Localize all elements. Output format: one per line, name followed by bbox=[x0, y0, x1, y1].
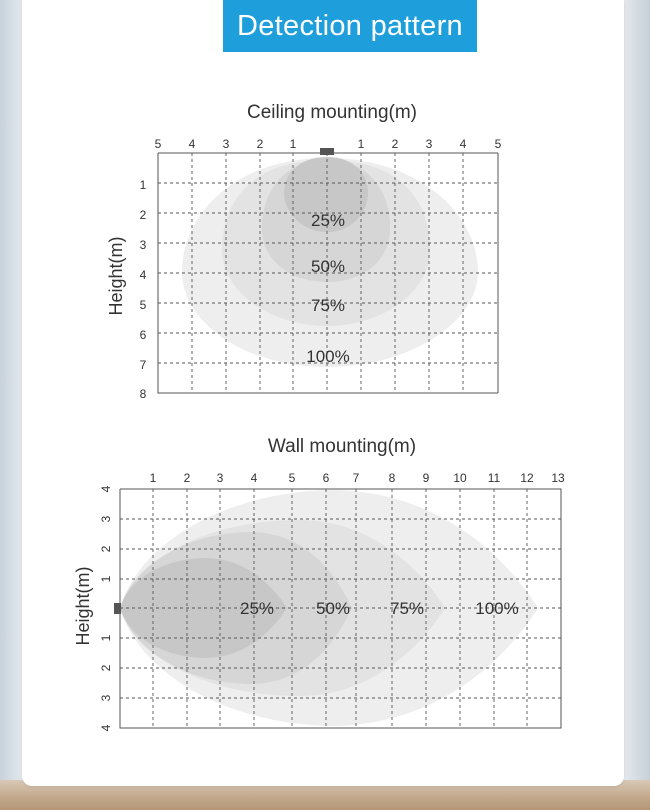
ceiling-y-label: Height(m) bbox=[106, 236, 126, 316]
ceiling-diagram bbox=[106, 102, 502, 401]
banner-title: Detection pattern bbox=[223, 0, 477, 52]
wall-x-tick: 2 bbox=[183, 471, 191, 485]
wall-zone-label-100: 100% bbox=[475, 599, 519, 618]
wall-x-tick: 9 bbox=[422, 471, 430, 485]
wall-y-tick: 3 bbox=[99, 694, 113, 702]
wall-x-tick: 3 bbox=[216, 471, 224, 485]
wall-y-tick: 2 bbox=[99, 664, 113, 672]
wall-x-tick: 5 bbox=[288, 471, 296, 485]
ceiling-zone-label-100: 100% bbox=[306, 347, 350, 366]
ceiling-y-tick: 4 bbox=[139, 268, 147, 282]
wall-x-tick: 13 bbox=[551, 471, 565, 485]
wall-x-tick: 4 bbox=[250, 471, 258, 485]
ceiling-x-tick: 3 bbox=[425, 137, 433, 151]
wall-x-tick: 8 bbox=[388, 471, 396, 485]
ceiling-zone-label-75: 75% bbox=[310, 296, 346, 315]
ceiling-x-tick: 3 bbox=[222, 137, 230, 151]
wall-zone-label-50: 50% bbox=[315, 599, 351, 618]
wall-diagram bbox=[73, 436, 565, 731]
ceiling-x-tick: 4 bbox=[459, 137, 467, 151]
ceiling-x-tick: 5 bbox=[154, 137, 162, 151]
ceiling-zone-label-50: 50% bbox=[310, 257, 346, 276]
ceiling-y-tick: 3 bbox=[139, 238, 147, 252]
ceiling-x-tick: 5 bbox=[494, 137, 502, 151]
ceiling-x-tick: 1 bbox=[357, 137, 365, 151]
ceiling-y-tick: 1 bbox=[139, 178, 147, 192]
wall-y-tick: 4 bbox=[99, 724, 113, 732]
wall-y-tick: 1 bbox=[99, 575, 113, 583]
ceiling-y-tick: 2 bbox=[139, 208, 147, 222]
wall-zone-label-25: 25% bbox=[239, 599, 275, 618]
wall-x-tick: 1 bbox=[149, 471, 157, 485]
ceiling-y-tick: 5 bbox=[139, 298, 147, 312]
ceiling-y-tick: 7 bbox=[139, 358, 147, 372]
ceiling-x-tick: 4 bbox=[188, 137, 196, 151]
wall-y-tick: 4 bbox=[99, 485, 113, 493]
ceiling-title: Ceiling mounting(m) bbox=[246, 102, 418, 123]
wall-x-tick: 10 bbox=[453, 471, 467, 485]
ceiling-x-tick: 1 bbox=[289, 137, 297, 151]
ceiling-x-tick: 2 bbox=[256, 137, 264, 151]
wall-x-tick: 7 bbox=[352, 471, 360, 485]
wall-y-tick: 2 bbox=[99, 545, 113, 553]
wall-y-tick: 3 bbox=[99, 515, 113, 523]
wall-x-tick: 12 bbox=[520, 471, 534, 485]
wall-y-label: Height(m) bbox=[73, 566, 93, 646]
ceiling-y-tick: 8 bbox=[139, 387, 147, 401]
ceiling-zone-label-25: 25% bbox=[310, 211, 346, 230]
ceiling-sensor-icon bbox=[320, 148, 334, 155]
wall-zone-label-75: 75% bbox=[389, 599, 425, 618]
wall-title: Wall mounting(m) bbox=[267, 436, 417, 457]
wall-y-tick: 1 bbox=[99, 634, 113, 642]
wall-sensor-icon bbox=[114, 603, 121, 614]
ceiling-x-tick: 2 bbox=[391, 137, 399, 151]
wall-x-tick: 6 bbox=[322, 471, 330, 485]
ceiling-y-tick: 6 bbox=[139, 328, 147, 342]
wall-x-tick: 11 bbox=[487, 471, 501, 485]
